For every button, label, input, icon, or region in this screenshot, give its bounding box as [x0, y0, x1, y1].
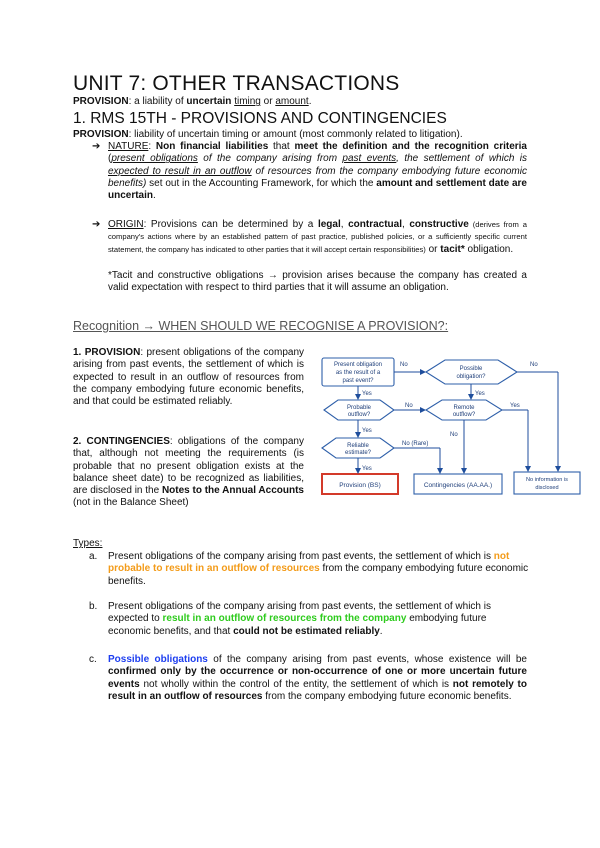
- flow-label-no: No: [450, 432, 458, 438]
- type-b-item: Present obligations of the company arising from past events, the settlement of which is expected to result in an outflow of resources from the company embodying future economic benefits, and that could not be estimated reliably.: [108, 601, 491, 637]
- svg-text:disclosed: disclosed: [535, 485, 559, 491]
- svg-text:Remote: Remote: [453, 405, 475, 411]
- flow-output-provision: [322, 474, 398, 494]
- svg-text:estimate?: estimate?: [344, 450, 372, 456]
- flow-box-remote-outflow: [426, 400, 502, 420]
- flow-label-no: No: [400, 362, 408, 368]
- svg-text:Contingencies (AA.AA.): Contingencies (AA.AA.): [423, 482, 493, 489]
- flow-box-present-obligation: [322, 358, 394, 386]
- svg-text:outflow?: outflow?: [347, 412, 371, 418]
- svg-text:as the result of a: as the result of a: [335, 370, 381, 376]
- bullet-arrow-icon: ➔: [92, 141, 101, 152]
- list-marker: c.: [89, 654, 97, 665]
- flow-label-no-rare: No (Rare): [402, 441, 429, 447]
- flow-box-probable-outflow: [324, 400, 394, 420]
- svg-text:Provision (BS): Provision (BS): [339, 482, 381, 489]
- provision-label: PROVISION: [73, 96, 129, 107]
- origin-paragraph: ORIGIN: Provisions can be determined by a legal, contractual, constructive (derives from a company's actions where by an established pattern of past practice, published policies, or a sufficiently specific current statement, the company has indicated to other parties that it will accept certain responsibilities) or tacit* obligation.: [108, 219, 527, 255]
- svg-text:Reliable: Reliable: [347, 443, 369, 449]
- flow-label-no: No: [405, 403, 413, 409]
- list-marker: b.: [89, 601, 98, 612]
- list-marker: a.: [89, 551, 98, 562]
- flow-label-yes: Yes: [475, 391, 485, 397]
- svg-text:obligation?: obligation?: [456, 374, 486, 380]
- flow-label-yes: Yes: [362, 428, 372, 434]
- flow-label-yes: Yes: [510, 403, 520, 409]
- type-c-item: Possible obligations of the company arising from past events, whose existence will be confirmed only by the occurrence or non-occurrence of one or more uncertain future events not wholly within the control of the entity, the settlement of which is not remotely to result in an outflow of resources from the company embodying future economic benefits.: [108, 654, 527, 702]
- section-title: 1. RMS 15TH - PROVISIONS AND CONTINGENCIES: [73, 110, 447, 127]
- item-provision: 1. PROVISION: present obligations of the company arising from past events, the settlement of which is expected to result in an outflow of resources from the company embodying future economic benefits, and that could be estimated reliably.: [73, 347, 305, 408]
- provision-definition: PROVISION: a liability of uncertain timing or amount.: [73, 96, 312, 107]
- provision-definition-2: PROVISION: liability of uncertain timing or amount (most commonly related to litigation).: [73, 129, 463, 140]
- flow-label-no: No: [530, 362, 538, 368]
- item-contingencies: 2. CONTINGENCIES: obligations of the company that, although not meeting the requirements (is probable that no present obligation exists at the balance sheet date) to be recognized as liabilities, are disclosed in the Notes to the Annual Accounts (not in the Balance Sheet): [73, 436, 304, 509]
- svg-text:Possible: Possible: [459, 366, 483, 372]
- flow-box-reliable-estimate: [322, 438, 394, 458]
- flow-box-possible-obligation: [426, 360, 517, 384]
- nature-paragraph: NATURE: Non financial liabilities that meet the definition and the recognition criteria (present obligations of the company arising from past events, the settlement of which is expected to result in an outflow of resources from the company embodying future economic benefits) set out in the Accounting Framework, for which the amount and settlement date are uncertain.: [108, 141, 527, 202]
- type-a-item: Present obligations of the company arising from past events, the settlement of which is not probable to result in an outflow of resources from the company embodying future economic benefits.: [108, 551, 529, 587]
- bullet-arrow-icon: ➔: [92, 219, 101, 230]
- flow-output-contingencies: [414, 474, 502, 494]
- types-label: Types:: [73, 538, 103, 549]
- flow-output-no-information: [514, 472, 580, 494]
- svg-text:Probable: Probable: [346, 405, 372, 411]
- flow-label-yes: Yes: [362, 391, 372, 397]
- recognition-flowchart: [310, 352, 592, 500]
- svg-text:outflow?: outflow?: [452, 412, 476, 418]
- svg-text:No information is: No information is: [526, 477, 568, 483]
- flow-label-yes: Yes: [362, 466, 372, 472]
- svg-text:past event?: past event?: [342, 378, 374, 384]
- page-title: UNIT 7: OTHER TRANSACTIONS: [73, 72, 400, 95]
- recognition-heading: Recognition → WHEN SHOULD WE RECOGNISE A PROVISION?:: [73, 319, 449, 333]
- svg-text:Present obligation: Present obligation: [333, 362, 383, 368]
- tacit-note: *Tacit and constructive obligations → provision arises because the company has created a valid expectation with respect to third parties that it will assume an obligation.: [108, 270, 527, 294]
